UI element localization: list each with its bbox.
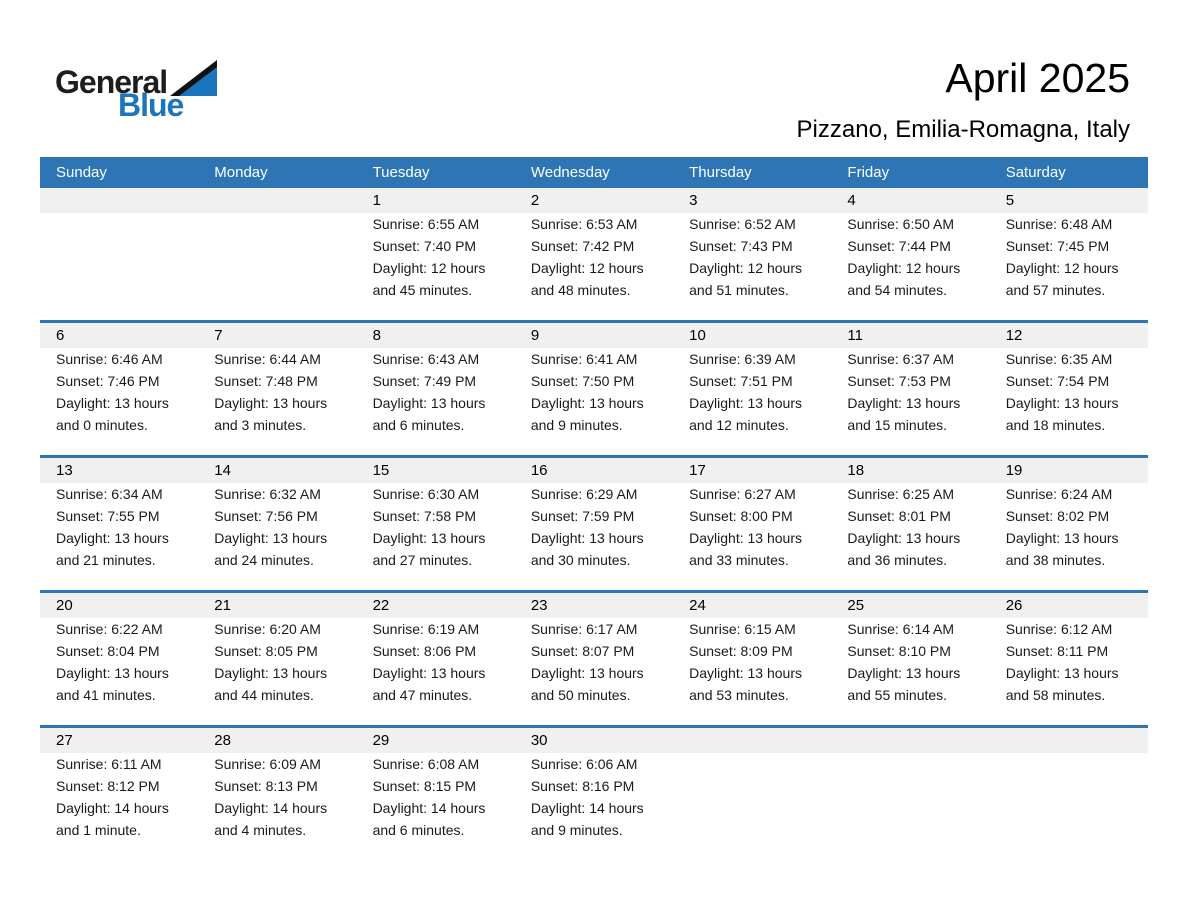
weekday-header-row (40, 157, 1148, 188)
weekday-monday: Monday (214, 164, 268, 181)
day-cell (515, 188, 673, 320)
sunrise-text: Sunrise: 6:06 AM (530, 756, 638, 772)
day-number: 16 (530, 462, 548, 479)
sunset-text: Sunset: 8:09 PM (689, 643, 793, 659)
sunset-text: Sunset: 7:43 PM (689, 238, 793, 254)
daylight-text-line1: Daylight: 13 hours (847, 395, 961, 411)
sunset-text: Sunset: 7:58 PM (372, 508, 477, 524)
weekday-tuesday: Tuesday (372, 164, 430, 181)
sunset-text: Sunset: 8:01 PM (847, 508, 951, 524)
weekday-wednesday: Wednesday (530, 164, 610, 181)
week-row (40, 320, 1148, 455)
daylight-text-line1: Daylight: 13 hours (214, 665, 328, 681)
daylight-text-line1: Daylight: 13 hours (56, 395, 169, 411)
sunrise-text: Sunrise: 6:35 AM (1005, 351, 1113, 367)
day-number: 10 (689, 327, 706, 344)
day-cell (40, 728, 198, 860)
daylight-text-line2: and 9 minutes. (530, 822, 623, 838)
daylight-text-line1: Daylight: 13 hours (372, 665, 486, 681)
sunrise-text: Sunrise: 6:25 AM (847, 486, 955, 502)
daylight-text-line1: Daylight: 13 hours (1005, 665, 1119, 681)
daylight-text-line1: Daylight: 14 hours (530, 800, 644, 816)
daylight-text-line2: and 38 minutes. (1005, 552, 1106, 568)
day-cell (515, 593, 673, 725)
day-cell (990, 458, 1148, 590)
day-number: 7 (214, 327, 223, 344)
daylight-text-line1: Daylight: 13 hours (847, 530, 961, 546)
sunset-text: Sunset: 7:54 PM (1005, 373, 1110, 389)
sunset-text: Sunset: 7:40 PM (372, 238, 477, 254)
sunrise-text: Sunrise: 6:50 AM (847, 216, 955, 232)
day-number: 18 (847, 462, 865, 479)
sunset-text: Sunset: 8:16 PM (530, 778, 635, 794)
daylight-text-line1: Daylight: 13 hours (530, 530, 644, 546)
daylight-text-line1: Daylight: 13 hours (214, 530, 328, 546)
day-cell (831, 458, 989, 590)
sunrise-text: Sunrise: 6:37 AM (847, 351, 955, 367)
daylight-text-line2: and 4 minutes. (214, 822, 307, 838)
day-number: 6 (56, 327, 65, 344)
sunrise-text: Sunrise: 6:44 AM (214, 351, 321, 367)
daylight-text-line1: Daylight: 12 hours (689, 260, 802, 276)
sunset-text: Sunset: 8:07 PM (530, 643, 635, 659)
day-cell (40, 458, 198, 590)
logo-text-general: General (55, 64, 168, 100)
daylight-text-line2: and 55 minutes. (847, 687, 948, 703)
sunrise-text: Sunrise: 6:19 AM (372, 621, 480, 637)
sunset-text: Sunset: 8:15 PM (372, 778, 477, 794)
sunset-text: Sunset: 8:10 PM (847, 643, 951, 659)
daylight-text-line2: and 15 minutes. (847, 417, 948, 433)
sunrise-text: Sunrise: 6:41 AM (530, 351, 638, 367)
day-cell (357, 593, 515, 725)
daylight-text-line1: Daylight: 12 hours (847, 260, 961, 276)
daylight-text-line1: Daylight: 13 hours (847, 665, 961, 681)
calendar-grid (40, 188, 1148, 860)
sunrise-text: Sunrise: 6:20 AM (214, 621, 321, 637)
daylight-text-line2: and 53 minutes. (689, 687, 789, 703)
weekday-saturday: Saturday (1005, 164, 1066, 181)
daylight-text-line1: Daylight: 13 hours (372, 530, 486, 546)
daylight-text-line2: and 36 minutes. (847, 552, 948, 568)
day-number: 14 (214, 462, 231, 479)
sunrise-text: Sunrise: 6:11 AM (56, 756, 162, 772)
day-number: 15 (372, 462, 390, 479)
day-cell (831, 188, 989, 320)
day-cell (198, 728, 356, 860)
day-cell (673, 188, 831, 320)
sunset-text: Sunset: 8:13 PM (214, 778, 318, 794)
sunrise-text: Sunrise: 6:12 AM (1005, 621, 1113, 637)
calendar (40, 157, 1148, 860)
location-subtitle: Pizzano, Emilia-Romagna, Italy (796, 116, 1130, 143)
daylight-text-line1: Daylight: 13 hours (530, 395, 644, 411)
day-cell (673, 593, 831, 725)
sunset-text: Sunset: 7:42 PM (530, 238, 635, 254)
day-cell (831, 593, 989, 725)
daylight-text-line2: and 50 minutes. (530, 687, 631, 703)
daylight-text-line1: Daylight: 13 hours (689, 395, 802, 411)
day-number: 25 (847, 597, 865, 614)
sunset-text: Sunset: 7:56 PM (214, 508, 318, 524)
daylight-text-line1: Daylight: 12 hours (530, 260, 644, 276)
day-number: 12 (1005, 327, 1023, 344)
empty-day-cell (831, 728, 989, 860)
day-cell (990, 188, 1148, 320)
sunrise-text: Sunrise: 6:22 AM (56, 621, 163, 637)
weekday-friday: Friday (847, 164, 890, 181)
day-number: 21 (214, 597, 231, 614)
day-number: 23 (530, 597, 548, 614)
day-number: 26 (1005, 597, 1023, 614)
day-cell (673, 458, 831, 590)
sunset-text: Sunset: 8:05 PM (214, 643, 318, 659)
daylight-text-line2: and 6 minutes. (372, 822, 465, 838)
sunset-text: Sunset: 8:02 PM (1005, 508, 1110, 524)
day-cell (198, 323, 356, 455)
sunrise-text: Sunrise: 6:32 AM (214, 486, 321, 502)
weekday-thursday: Thursday (689, 164, 752, 181)
daylight-text-line2: and 21 minutes. (56, 552, 156, 568)
daylight-text-line1: Daylight: 13 hours (214, 395, 328, 411)
sunrise-text: Sunrise: 6:17 AM (530, 621, 638, 637)
sunrise-text: Sunrise: 6:53 AM (530, 216, 638, 232)
sunrise-text: Sunrise: 6:46 AM (56, 351, 163, 367)
sunset-text: Sunset: 7:59 PM (530, 508, 635, 524)
daylight-text-line2: and 0 minutes. (56, 417, 148, 433)
sunrise-text: Sunrise: 6:55 AM (372, 216, 480, 232)
day-number: 27 (56, 732, 73, 749)
daylight-text-line2: and 41 minutes. (56, 687, 156, 703)
daylight-text-line1: Daylight: 13 hours (372, 395, 486, 411)
sunrise-text: Sunrise: 6:34 AM (56, 486, 163, 502)
daylight-text-line2: and 33 minutes. (689, 552, 789, 568)
day-number: 4 (847, 192, 856, 209)
sunset-text: Sunset: 7:45 PM (1005, 238, 1110, 254)
daylight-text-line1: Daylight: 13 hours (1005, 530, 1119, 546)
daylight-text-line1: Daylight: 14 hours (56, 800, 169, 816)
day-number: 13 (56, 462, 73, 479)
sunset-text: Sunset: 7:55 PM (56, 508, 160, 524)
sunrise-text: Sunrise: 6:39 AM (689, 351, 796, 367)
day-number: 3 (689, 192, 698, 209)
daylight-text-line2: and 45 minutes. (372, 282, 473, 298)
day-number: 19 (1005, 462, 1023, 479)
day-number: 29 (372, 732, 390, 749)
daylight-text-line2: and 58 minutes. (1005, 687, 1106, 703)
daylight-text-line1: Daylight: 13 hours (1005, 395, 1119, 411)
day-number: 30 (530, 732, 548, 749)
day-number: 11 (847, 327, 863, 344)
daylight-text-line2: and 51 minutes. (689, 282, 789, 298)
daylight-text-line1: Daylight: 13 hours (689, 530, 802, 546)
daylight-text-line2: and 6 minutes. (372, 417, 465, 433)
empty-day-cell (40, 188, 198, 320)
sunset-text: Sunset: 8:12 PM (56, 778, 160, 794)
day-cell (515, 458, 673, 590)
week-row (40, 725, 1148, 860)
day-cell (198, 593, 356, 725)
day-cell (515, 728, 673, 860)
sunrise-text: Sunrise: 6:43 AM (372, 351, 480, 367)
day-cell (198, 458, 356, 590)
daylight-text-line2: and 47 minutes. (372, 687, 473, 703)
day-cell (357, 323, 515, 455)
daylight-text-line2: and 12 minutes. (689, 417, 789, 433)
page-title: April 2025 (945, 55, 1130, 101)
sunrise-text: Sunrise: 6:29 AM (530, 486, 638, 502)
daylight-text-line2: and 18 minutes. (1005, 417, 1106, 433)
sunset-text: Sunset: 7:46 PM (56, 373, 160, 389)
day-number: 20 (56, 597, 73, 614)
sunset-text: Sunset: 8:06 PM (372, 643, 477, 659)
sunset-text: Sunset: 8:11 PM (1005, 643, 1109, 659)
sunrise-text: Sunrise: 6:30 AM (372, 486, 480, 502)
week-row (40, 455, 1148, 590)
daylight-text-line2: and 9 minutes. (530, 417, 623, 433)
daylight-text-line1: Daylight: 13 hours (56, 530, 169, 546)
daylight-text-line2: and 54 minutes. (847, 282, 948, 298)
sunset-text: Sunset: 7:53 PM (847, 373, 951, 389)
daylight-text-line1: Daylight: 12 hours (1005, 260, 1119, 276)
day-cell (357, 458, 515, 590)
day-cell (673, 323, 831, 455)
day-number: 17 (689, 462, 706, 479)
day-cell (40, 593, 198, 725)
empty-day-cell (198, 188, 356, 320)
day-number: 5 (1005, 192, 1015, 209)
daylight-text-line1: Daylight: 12 hours (372, 260, 486, 276)
sunrise-text: Sunrise: 6:24 AM (1005, 486, 1113, 502)
daylight-text-line2: and 24 minutes. (214, 552, 314, 568)
sunset-text: Sunset: 8:00 PM (689, 508, 793, 524)
empty-day-cell (673, 728, 831, 860)
sunrise-text: Sunrise: 6:27 AM (689, 486, 796, 502)
daylight-text-line1: Daylight: 13 hours (530, 665, 644, 681)
daylight-text-line1: Daylight: 14 hours (214, 800, 328, 816)
day-cell (515, 323, 673, 455)
daylight-text-line1: Daylight: 13 hours (689, 665, 802, 681)
sunset-text: Sunset: 7:44 PM (847, 238, 951, 254)
day-cell (357, 188, 515, 320)
week-row (40, 188, 1148, 320)
daylight-text-line2: and 1 minute. (56, 822, 141, 838)
logo-text-blue: Blue (118, 87, 184, 123)
daylight-text-line2: and 3 minutes. (214, 417, 307, 433)
day-cell (990, 323, 1148, 455)
daylight-text-line1: Daylight: 13 hours (56, 665, 169, 681)
sunrise-text: Sunrise: 6:48 AM (1005, 216, 1113, 232)
day-cell (831, 323, 989, 455)
day-cell (357, 728, 515, 860)
general-blue-logo (55, 60, 217, 121)
day-number: 24 (689, 597, 706, 614)
sunrise-text: Sunrise: 6:15 AM (689, 621, 796, 637)
day-number: 22 (372, 597, 390, 614)
daylight-text-line2: and 27 minutes. (372, 552, 473, 568)
sunset-text: Sunset: 7:49 PM (372, 373, 477, 389)
day-number: 1 (372, 192, 381, 209)
sunset-text: Sunset: 8:04 PM (56, 643, 160, 659)
weekday-sunday: Sunday (56, 164, 107, 181)
sunrise-text: Sunrise: 6:08 AM (372, 756, 480, 772)
day-number: 9 (530, 327, 540, 344)
day-cell (990, 593, 1148, 725)
sunset-text: Sunset: 7:48 PM (214, 373, 318, 389)
day-cell (40, 323, 198, 455)
day-number: 8 (372, 327, 381, 344)
sunset-text: Sunset: 7:51 PM (689, 373, 793, 389)
daylight-text-line1: Daylight: 14 hours (372, 800, 486, 816)
daylight-text-line2: and 48 minutes. (530, 282, 631, 298)
day-number: 2 (530, 192, 540, 209)
daylight-text-line2: and 57 minutes. (1005, 282, 1106, 298)
daylight-text-line2: and 44 minutes. (214, 687, 314, 703)
sunrise-text: Sunrise: 6:09 AM (214, 756, 321, 772)
sunset-text: Sunset: 7:50 PM (530, 373, 635, 389)
week-row (40, 590, 1148, 725)
daylight-text-line2: and 30 minutes. (530, 552, 631, 568)
day-number: 28 (214, 732, 231, 749)
empty-day-cell (990, 728, 1148, 860)
page-header (0, 0, 1188, 157)
sunrise-text: Sunrise: 6:14 AM (847, 621, 955, 637)
sunrise-text: Sunrise: 6:52 AM (689, 216, 796, 232)
